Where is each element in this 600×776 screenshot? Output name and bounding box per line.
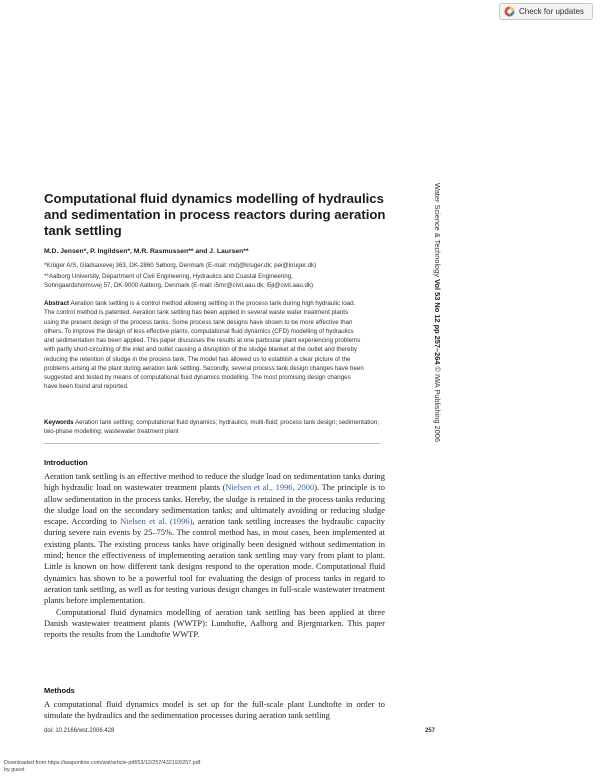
affiliation-3: Sohngaardsholmsvej 57, DK-9000 Aalborg, Denmark (E-mail: i5mr@civil.aau.dk; i5jl@civil.aau.dk) — [44, 282, 314, 289]
article-title: Computational fluid dynamics modelling of hydraulics and sedimentation in process reactors during aeration tank settling — [44, 191, 386, 238]
methods-paragraph-1: A computational fluid dynamics model is set up for the full-scale plant Lundtofte in order to simulate the hydraulics and the sedimentation processes during aeration tank settling — [44, 699, 385, 721]
abstract-label: Abstract — [44, 300, 70, 307]
introduction-paragraph-2: Computational fluid dynamics modelling of aeration tank settling has been applied at three Danish wastewater treatment plants (WWTP): Lundtofte, Aalborg and Bjergmarken. This paper reports the results from the Lundtofte WWTP. — [44, 606, 385, 640]
download-notice: Downloaded from https://iwaponline.com/wst/article-pdf/53/12/257/432193/257.pdf — [4, 760, 201, 766]
keywords-text: Aeration tank settling; computational fluid dynamics; hydraulics; multi-fluid; process tank design; sedimentation; two-phase modelling; wastewater treatment plant — [44, 419, 379, 436]
abstract — [44, 299, 364, 392]
citation-nielsen-1996-2000[interactable]: Nielsen et al., 1996, 2000 — [225, 482, 315, 493]
divider — [44, 443, 380, 444]
journal-name: Water Science & Technology — [433, 183, 442, 278]
check-for-updates-button[interactable] — [499, 3, 593, 20]
doi: doi: 10.2166/wst.2006.428 — [44, 728, 115, 734]
citation-nielsen-1996[interactable]: Nielsen et al. (1996) — [120, 516, 193, 527]
introduction-heading: Introduction — [44, 458, 88, 467]
introduction-body — [44, 471, 385, 640]
affiliation-2: **Aalborg University, Department of Civil Engineering, Hydraulics and Coastal Engineering, — [44, 273, 293, 280]
journal-volume: Vol 53 No 12 pp 257–264 — [433, 279, 442, 365]
page-number: 257 — [425, 728, 436, 734]
check-updates-label: Check for updates — [519, 7, 584, 16]
abstract-text: Aeration tank settling is a control method allowing settling in the process tank during high hydraulic load. The control method is patented. Aeration tank settling has been applied in several waste water treatment plants using the present design of the process tanks. Some process tank designs have shown to be more effective than others. To improve the design of less effective plants, computational fluid dynamics (CFD) modelling of hydraulics and sedimentation has been applied. This paper discusses the results at one particular plant experiencing problems with partly short-circuiting of the inlet and outlet causing a disruption of the sludge blanket at the outlet and thereby reducing the retention of sludge in the process tank. The model has allowed us to establish a clear picture of the problems arising at the plant during aeration tank settling. Secondly, several process tank design changes have been suggested and tested by means of computational fluid dynamics modelling. The most promising design changes have been found and reported. — [44, 300, 364, 391]
authors: M.D. Jensen*, P. Ingildsen*, M.R. Rasmussen** and J. Laursen** — [44, 248, 249, 255]
journal-publisher: © IWA Publishing 2006 — [433, 366, 442, 442]
methods-heading: Methods — [44, 686, 75, 695]
introduction-paragraph-1: Aeration tank settling is an effective method to reduce the sludge load on sedimentation tanks during high hydraulic load on wastewater treatment plants (Nielsen et al., 1996, 2000). The principle is to allow sedimentation in the process tanks. Hereby, the sludge is retained in the process tanks reducing the sludge load on the secondary sedimentation tanks; and ultimately avoiding or reducing sludge escape. According to Nielsen et al. (1996), aeration tank settling increases the hydraulic capacity during severe rain events by 25–75%. The control method has, in most cases, been implemented at existing plants. The existing process tanks have originally been designed without sedimentation in mind; hence the effectiveness of implementing aeration tank settling may vary from plant to plant. Little is known on how different tank designs respond to the operation mode. Computational fluid dynamics has shown to be a powerful tool for evaluating the design of process tanks in regard to aeration tank settling, as well as for testing various design changes in full-scale wastewater treatment plants before implementation. — [44, 471, 385, 606]
affiliation-1: *Krüger A/S, Gladsaxevej 363, DK-2860 Søborg, Denmark (E-mail: mdj@kruger.dk; pei@kruger.dk) — [44, 262, 317, 269]
journal-sidebar — [429, 183, 443, 453]
keywords — [44, 418, 379, 437]
crossmark-icon — [504, 6, 515, 17]
keywords-label: Keywords — [44, 419, 74, 426]
download-notice-guest: by guest — [4, 767, 25, 773]
